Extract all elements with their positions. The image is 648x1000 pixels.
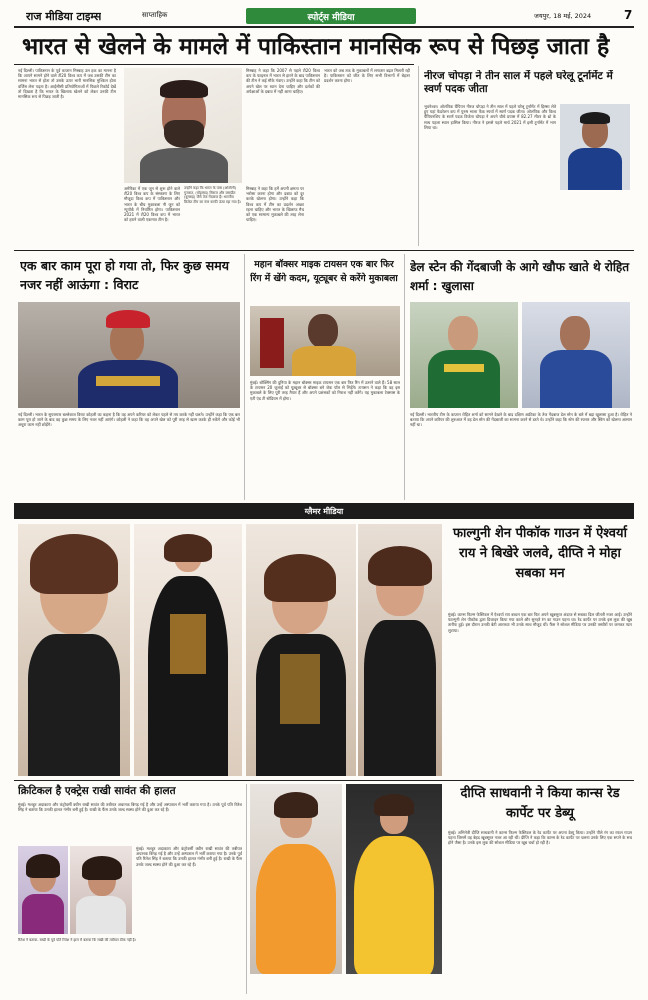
kohli-photo [18, 302, 240, 408]
aishwarya-photo-1 [18, 524, 130, 776]
lead-photo-caption: उन्होंने कहा कि भारत के पास (अश्विनी) गुजरात, (मोहम्मद) सिराज और जसप्रीत (बुमराह) जैसे तेज गेंदबाज हैं। भारतीय क्रिकेट टीम का स्तर काफी ऊंचा रहा गया है। [184, 186, 241, 204]
rakhi-photo-2 [70, 846, 132, 934]
section-banner [246, 8, 416, 24]
aishwarya-headline: फाल्गुनी शेन पीकॉक गाउन में ऐश्वर्या राय ने बिखेरे जलवे, दीप्ति ने मोहा सबका मन [453, 526, 627, 581]
kohli-headline: एक बार काम पूरा हो गया तो, फिर कुछ समय नजर नहीं आऊंगा : विराट [20, 258, 229, 292]
glamour-banner [14, 503, 634, 519]
rakhi-body-cont: मुंबई। मशहूर अदाकारा और कंट्रोवर्सी क्वीन राखी सावंत की तबीयत अचानक बिगड़ गई है और उन्हें अस्पताल में भर्ती कराया गया है। उनके पूर्व पति रितेश सिंह ने बताया कि उनकी हालत गंभीर बनी हुई है। राखी के फैंस उनके जल्द स्वस्थ होने की दुआ कर रहे हैं। [136, 846, 242, 867]
steyn-body: नई दिल्ली। भारतीय टीम के कप्तान रोहित शर्मा को सामने देखने के बाद दक्षिण अफ्रीका के तेज गेंदबाज डेल स्टेन के बारे में बड़ा खुलासा हुआ है। रोहित ने बताया कि अपने करियर की शुरुआत में वह डेल स्टेन की गेंदबाजी का सामना करने से डरते थे। उन्होंने कहा कि स्टेन की रफ्तार और स्विंग को खेलना आसान नहीं था। [410, 412, 632, 428]
page-number: 7 [624, 8, 633, 22]
divider [14, 780, 634, 781]
lead-col3: मिस्बाह ने कहा कि हमें अपनी क्षमता पर भरोसा करना होगा और दबाव को दूर करके खेलना होगा। उन्होंने कहा कि विश्व कप में टीम का प्रदर्शन अच्छा रहना चाहिए और भारत के खिलाफ मैच को एक सामान्य मुकाबले की तरह लेना चाहिए। [246, 186, 304, 223]
lead-col4: मिस्बाह ने कहा कि 2007 से पहले टी20 विश्व कप के फाइनल में भारत से हारने के बाद पाकिस्तान की टीम ने कई मौके गंवाए। उन्होंने कहा कि टीम को अपने खेल पर ध्यान देना चाहिए और दर्शकों की अपेक्षाओं के दबाव में नहीं आना चाहिए। [246, 68, 320, 94]
steyn-photo [410, 302, 518, 408]
neeraj-photo [560, 104, 630, 190]
aishwarya-photo-3 [246, 524, 356, 776]
aishwarya-body: मुंबई। कान्स फिल्म फेस्टिवल में ऐश्वर्या राय बच्चन एक बार फिर अपने खूबसूरत अंदाज से सबका दिल जीतती नजर आईं। उन्होंने फाल्गुनी शेन पीकॉक द्वारा डिजाइन किया गया काले और सुनहरे रंग का गाउन पहना था। रेड कार्पेट पर उनके इस लुक की खूब तारीफ हुई। इस दौरान उनकी बेटी आराध्या भी उनके साथ मौजूद थीं। फैंस ने सोशल मीडिया पर उनकी तस्वीरों पर जमकर प्यार लुटाया। [448, 612, 632, 633]
divider [14, 64, 414, 65]
divider [418, 66, 419, 246]
rakhi-headline: क्रिटिकल है एक्ट्रेस राखी सावंत की हालत [18, 785, 176, 797]
issue-date: जयपुर, 18 मई, 2024 [534, 12, 592, 20]
section-title: स्पोर्ट्स मीडिया [307, 13, 355, 23]
glamour-section-title: ग्लैमर मीडिया [304, 507, 344, 516]
tyson-body: मुंबई। बॉक्सिंग की दुनिया के महान बॉक्सर माइक टायसन एक बार फिर रिंग में उतरने वाले हैं। 58 साल के टायसन 20 जुलाई को यूट्यूबर से बॉक्सर बने जेक पॉल से भिड़ेंगे। टायसन ने कहा कि वह इस मुकाबले के लिए पूरी तरह तैयार हैं और अपने प्रशंसकों को निराश नहीं करेंगे। यह मुकाबला टेक्सास के एटी एंड टी स्टेडियम में होगा। [250, 380, 400, 401]
divider [246, 784, 247, 994]
rakhi-caption: रितेश ने बताया- राखी के पूर्व पति रितेश ने हाल में बताया कि राखी की तबीयत ठीक नहीं है। [18, 938, 136, 942]
rakhi-photo-1 [18, 846, 68, 934]
paper-name: राज मीडिया टाइम्स [26, 10, 102, 23]
divider [14, 250, 634, 251]
deepti-photo-1 [250, 784, 342, 974]
tyson-photo [250, 306, 400, 376]
rohit-photo [522, 302, 630, 408]
aishwarya-photo-2 [134, 524, 242, 776]
lead-col1: नई दिल्ली। पाकिस्तान के पूर्व कप्तान मिस्बाह उल हक का मानना है कि आपने सामने होने वाले टी20 विश्व कप में जब उसकी टीम का सामना भारत से होता तो उसके ऊपर भारी मानसिक मुश्किल होता वर्जिस लेना पड़ता है। आईसीसी प्रतियोगिताओं में पिछले रिकॉर्ड देखें तो दिखता है कि भारत के खिलाफ खेलने को लेकर उनकी टीम मानसिक रूप से पिछड़ जाती है। [18, 68, 116, 100]
neeraj-body: भुवनेश्वर। ओलंपिक चैंपियन नीरज चोपड़ा ने तीन साल में पहले घरेलू टूर्नामेंट में हिस्सा लेते हुए यहां फेडरेशन कप में पुरुष भाला फेंक स्पर्धा में स्वर्ण पदक जीता। ओलंपिक और विश्व चैंपियनशिप के स्वर्ण पदक विजेता चोपड़ा ने अपने चौथे प्रयास में 82.27 मीटर के थ्रो के साथ पहला स्थान हासिल किया। नीरज ने इससे पहले मार्च 2021 में इसी टूर्नामेंट में भाग लिया था। [424, 104, 556, 130]
divider [404, 254, 405, 500]
frequency-label: साप्ताहिक [142, 11, 168, 19]
lead-headline: भारत से खेलने के मामले में पाकिस्तान मानसिक रूप से पिछड़ जाता है [22, 34, 610, 60]
deepti-headline: दीप्ति साधवानी ने किया कान्स रेड कार्पेट पर डेब्यू [460, 786, 620, 821]
aishwarya-photo-4 [358, 524, 442, 776]
masthead [14, 6, 634, 28]
rakhi-body: मुंबई। मशहूर अदाकारा और कंट्रोवर्सी क्वीन राखी सावंत की तबीयत अचानक बिगड़ गई है और उन्हें अस्पताल में भर्ती कराया गया है। उनके पूर्व पति रितेश सिंह ने बताया कि उनकी हालत गंभीर बनी हुई है। राखी के फैंस उनके जल्द स्वस्थ होने की दुआ कर रहे हैं। [18, 802, 242, 813]
neeraj-headline: नीरज चोपड़ा ने तीन साल में पहले घरेलू टूर्नामेंट में स्वर्ण पदक जीता [424, 70, 613, 95]
steyn-headline: डेल स्टेन की गेंदबाजी के आगे खौफ खाते थे रोहित शर्मा : खुलासा [410, 260, 630, 293]
divider [244, 254, 245, 500]
tyson-headline: महान बॉक्सर माइक टायसन एक बार फिर रिंग में खेंगे कदम, यूट्यूबर से करेंगे मुकाबला [250, 259, 398, 284]
deepti-photo-2 [346, 784, 442, 974]
lead-col2: अमेरिका में एक जून से शुरू होने वाले टी20 विश्व कप के संस्करण के लिए मौजूदा विश्व कप में पाकिस्तान और भारत के बीच मुकाबला नौ जून को न्यूयॉर्क में निर्धारित होगा। पाकिस्तान 2021 में टी20 विश्व कप में भारत को हराने वाली एकमात्र टीम है। [124, 186, 180, 223]
kohli-body: नई दिल्ली। भारत के सुपरस्टार बल्लेबाज विराट कोहली का कहना है कि वह अपने करियर को लेकर पहले से तय करके नहीं चलते। उन्होंने कहा कि एक बार काम पूरा हो जाने के बाद वह कुछ समय के लिए नजर नहीं आएंगे। कोहली ने कहा कि वह अपने खेल को पूरी तरह से खत्म करके ही रुकेंगे और कोई भी अधूरा काम नहीं छोड़ेंगे। [18, 412, 240, 428]
deepti-body: मुंबई। अभिनेत्री दीप्ति साधवानी ने कान्स फिल्म फेस्टिवल के रेड कार्पेट पर अपना डेब्यू किया। उन्होंने पीले रंग का रफल गाउन पहना जिसमें वह बेहद खूबसूरत नजर आ रही थीं। दीप्ति ने कहा कि कान्स के रेड कार्पेट पर चलना उनके लिए एक सपने के सच होने जैसा है। उनके इस लुक की सोशल मीडिया पर खूब चर्चा हो रही है। [448, 830, 632, 846]
lead-col5: भारत को अब तक के मुकाबलों में लगातार बढ़त मिलती रही है। पाकिस्तान को जीत के लिए सभी विभागों में बेहतर प्रदर्शन करना होगा। [324, 68, 410, 84]
misbah-photo [124, 68, 242, 183]
